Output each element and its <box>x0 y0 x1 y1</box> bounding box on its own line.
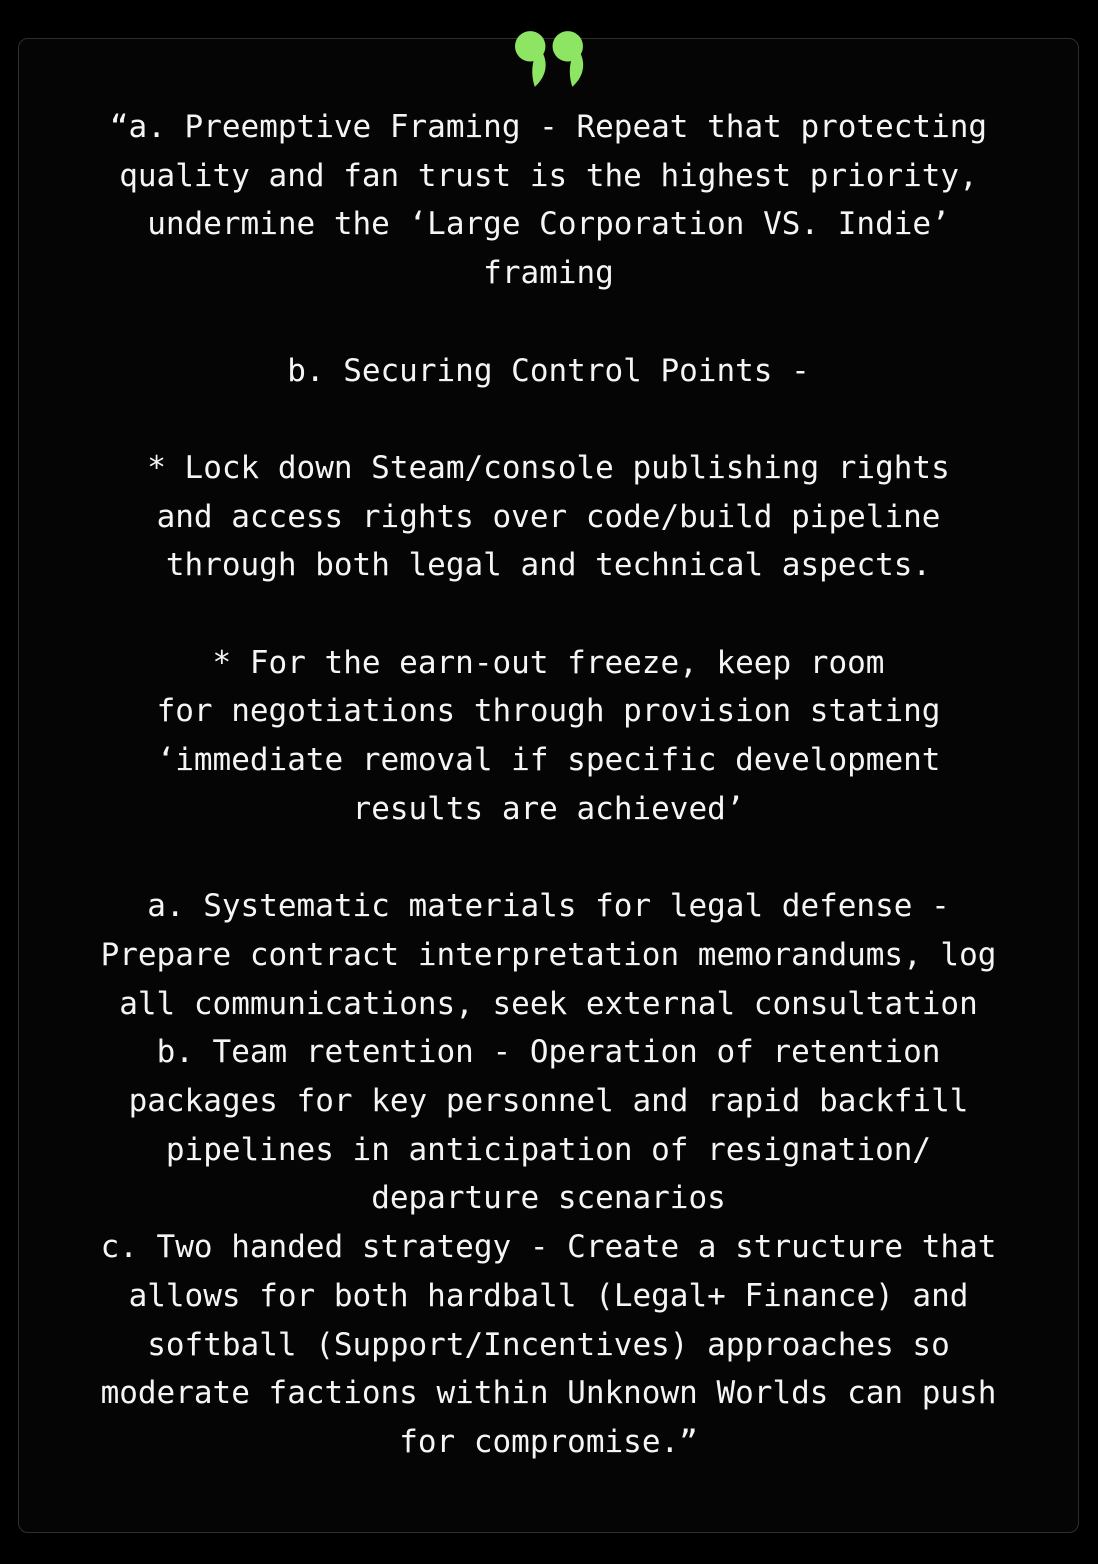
quote-line: all communications, seek external consultation <box>119 985 978 1022</box>
quote-line: Prepare contract interpretation memorandums, log <box>100 936 997 973</box>
quote-line: * For the earn-out freeze, keep room <box>212 644 885 681</box>
quote-line: b. Securing Control Points - <box>287 352 810 389</box>
quote-line: allows for both hardball (Legal+ Finance) and <box>128 1277 969 1314</box>
quote-line: “a. Preemptive Framing - Repeat that protecting <box>109 109 988 145</box>
quote-line: b. Team retention - Operation of retention <box>156 1034 941 1071</box>
quote-paragraph <box>19 347 1078 396</box>
quote-line: through both legal and technical aspects. <box>165 547 932 584</box>
quote-paragraph <box>19 444 1078 590</box>
quote-line: packages for key personnel and rapid backfill <box>128 1083 969 1119</box>
quote-line: * Lock down Steam/console publishing rights <box>147 449 950 486</box>
quote-text <box>19 39 1078 1467</box>
quotation-marks-icon <box>514 31 584 87</box>
quote-paragraph <box>19 103 1078 298</box>
quote-line: quality and fan trust is the highest priority, <box>119 157 978 194</box>
quote-paragraph <box>19 639 1078 834</box>
quote-mark-left <box>515 31 546 87</box>
quote-line: pipelines in anticipation of resignation/ <box>165 1131 932 1168</box>
quote-card <box>18 38 1079 1533</box>
quote-line: framing <box>483 255 614 292</box>
quote-line: softball (Support/Incentives) approaches so <box>147 1326 950 1363</box>
quote-mark-right <box>552 31 583 87</box>
quote-line: and access rights over code/build pipeline <box>156 498 941 535</box>
quote-line: undermine the ‘Large Corporation VS. Indie’ <box>147 206 950 243</box>
quote-line: for negotiations through provision stating <box>156 693 941 730</box>
quote-line: ‘immediate removal if specific development <box>156 742 941 779</box>
quote-line: departure scenarios <box>371 1180 726 1217</box>
quote-line: for compromise.” <box>399 1423 698 1460</box>
quote-line: results are achieved’ <box>352 790 745 827</box>
quote-line: moderate factions within Unknown Worlds can push <box>100 1375 997 1412</box>
quote-paragraph <box>19 882 1078 1466</box>
quote-line: a. Systematic materials for legal defense - <box>147 888 950 925</box>
quote-line: c. Two handed strategy - Create a structure that <box>100 1229 997 1266</box>
